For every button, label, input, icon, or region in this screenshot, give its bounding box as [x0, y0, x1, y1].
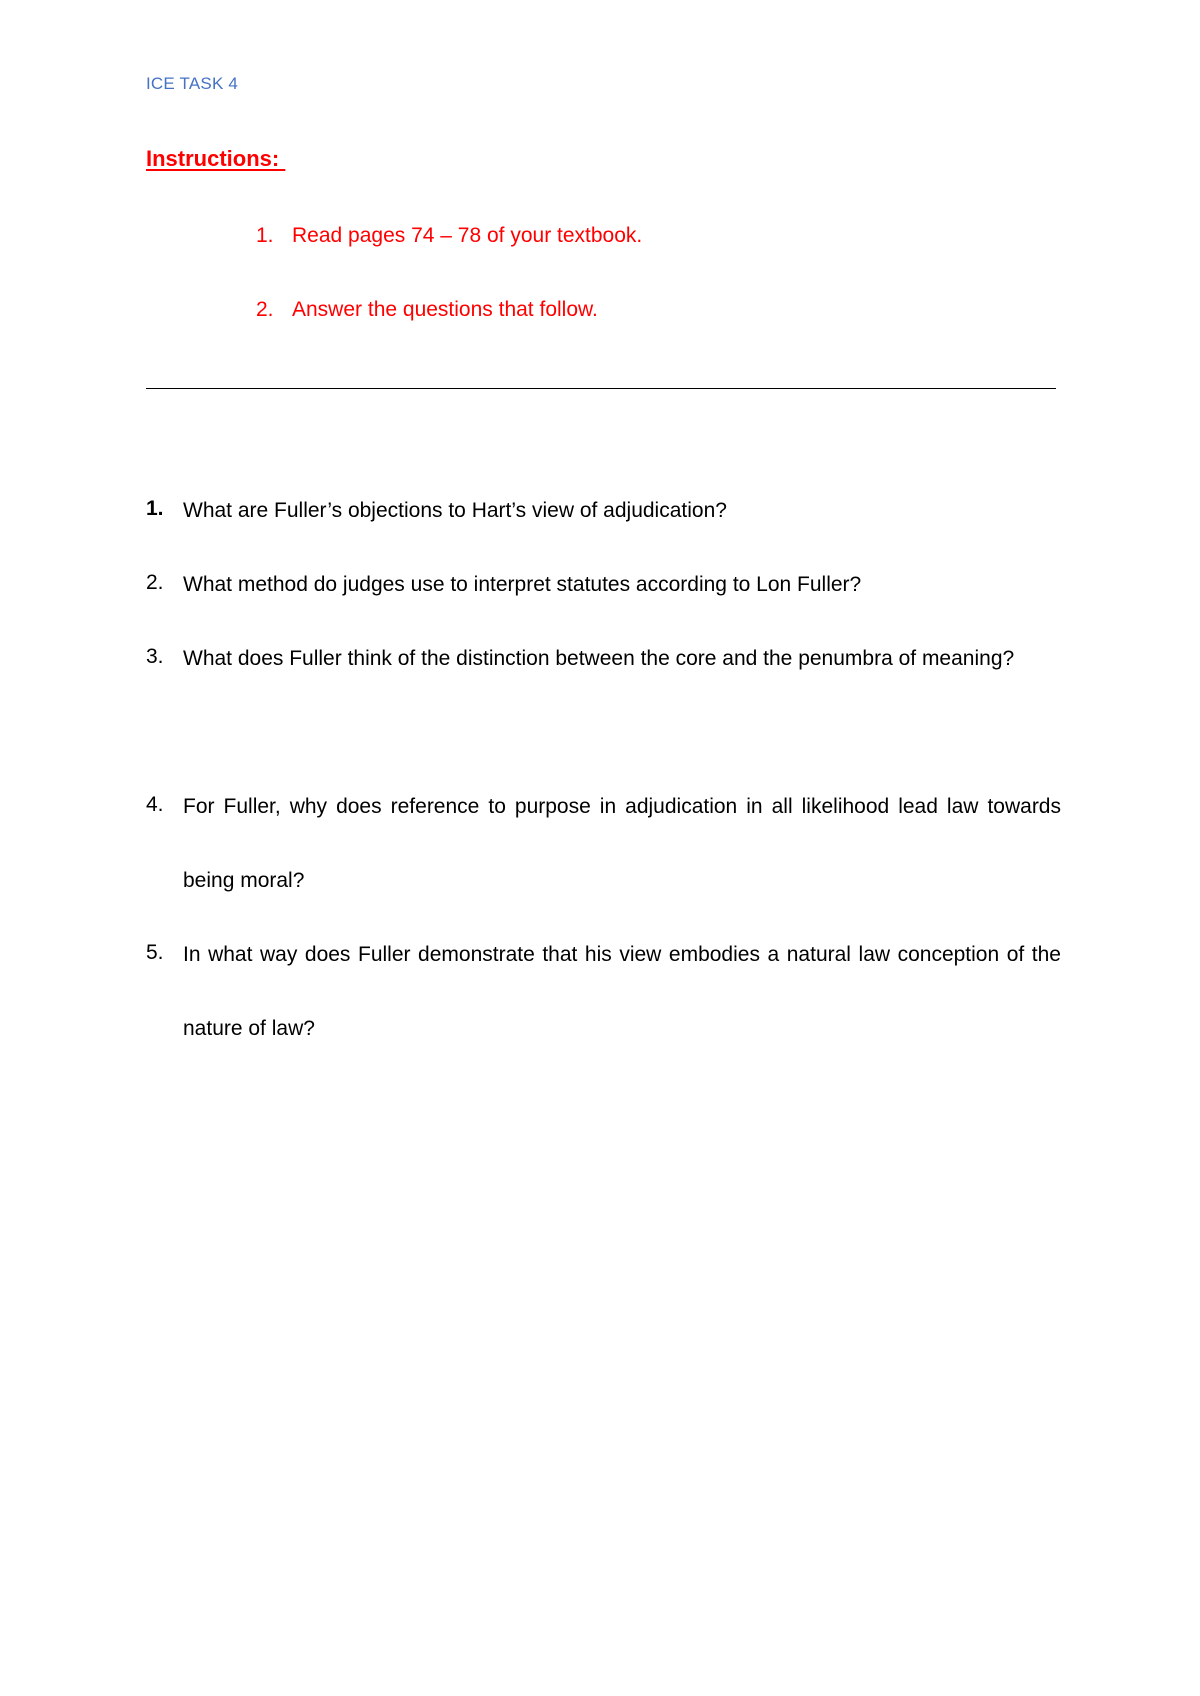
question-item — [146, 622, 1061, 696]
question-text: For Fuller, why does reference to purpose in adjudication in all likelihood lead law towards being moral? — [183, 795, 1061, 892]
instruction-item — [256, 224, 642, 248]
instruction-text: Read pages 74 – 78 of your textbook. — [292, 224, 643, 247]
question-number: 4. — [146, 793, 164, 816]
question-number: 3. — [146, 645, 164, 668]
page-header: ICE TASK 4 — [146, 74, 239, 93]
question-number: 5. — [146, 941, 164, 964]
question-text: What are Fuller’s objections to Hart’s view of adjudication? — [183, 499, 727, 522]
question-text: What does Fuller think of the distinction between the core and the penumbra of meaning? — [183, 647, 1015, 670]
instruction-item — [256, 298, 598, 322]
question-item — [146, 497, 1061, 525]
instruction-text: Answer the questions that follow. — [292, 298, 598, 321]
question-item — [146, 770, 1061, 918]
question-text: In what way does Fuller demonstrate that his view embodies a natural law conception of the nature of law? — [183, 943, 1061, 1040]
instruction-number: 1. — [256, 224, 274, 247]
section-divider — [146, 388, 1056, 389]
question-number: 2. — [146, 571, 164, 594]
question-number: 1. — [146, 497, 164, 520]
question-item — [146, 571, 1061, 599]
question-text: What method do judges use to interpret statutes according to Lon Fuller? — [183, 573, 862, 596]
instructions-heading: Instructions: — [146, 146, 286, 171]
instruction-number: 2. — [256, 298, 274, 321]
question-item — [146, 918, 1061, 1066]
